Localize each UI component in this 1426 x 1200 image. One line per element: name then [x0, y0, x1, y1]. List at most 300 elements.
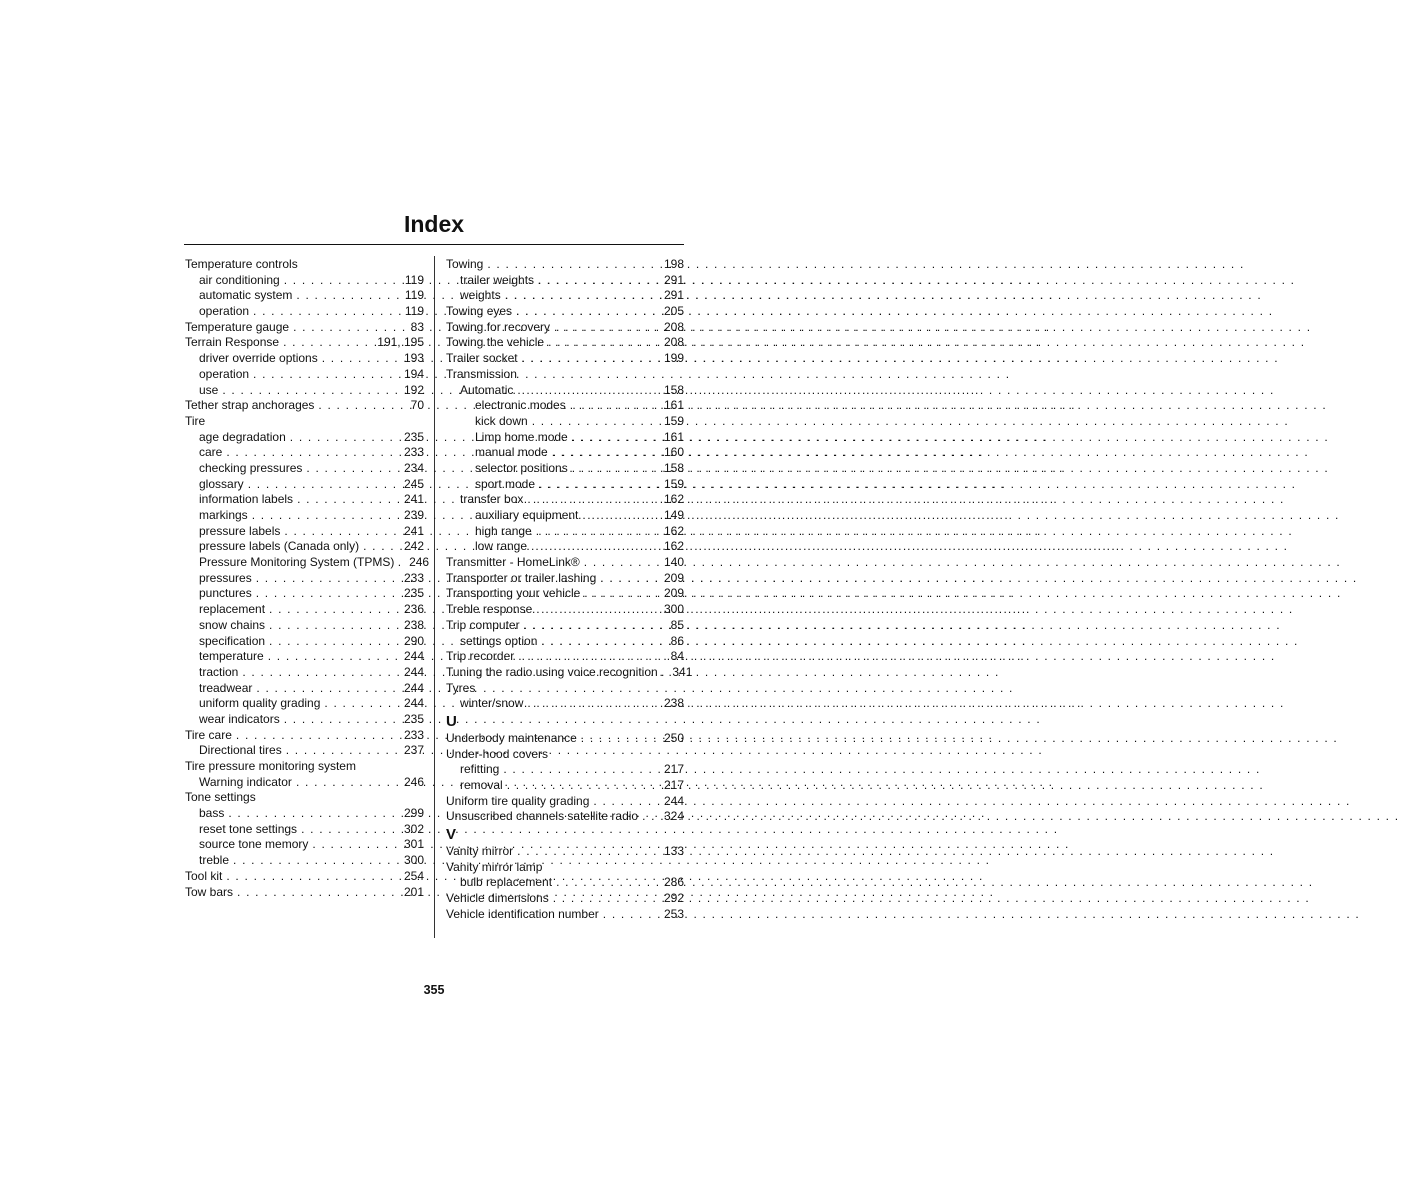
index-entry: [185, 461, 424, 477]
index-entry-page: 341: [672, 664, 693, 679]
index-entry-term: transfer box: [460, 492, 524, 507]
dot-leader: [238, 665, 404, 681]
dot-leader: [233, 885, 404, 901]
index-entry-page: 194: [403, 366, 424, 381]
index-entry-term: Trailer socket: [446, 351, 518, 366]
index-entry-page: 299: [403, 806, 424, 821]
index-entry: [446, 696, 684, 712]
index-entry: [185, 790, 424, 806]
index-entry-term: operation: [199, 304, 250, 319]
index-entry-term: specification: [199, 633, 266, 648]
dot-leader: [252, 571, 404, 587]
dot-leader: [232, 728, 404, 744]
index-entry-term: Vanity mirror lamp: [446, 859, 543, 874]
index-entry-page: 199: [663, 351, 684, 366]
index-entry: [185, 885, 424, 901]
dot-leader: [503, 778, 664, 794]
index-entry: [185, 649, 424, 665]
index-entry: [446, 778, 684, 794]
index-entry-term: refitting: [460, 762, 500, 777]
index-entry-page: 84: [670, 649, 684, 664]
index-entry: [185, 492, 424, 508]
index-entry-term: punctures: [199, 586, 252, 601]
index-entry-term: markings: [199, 508, 248, 522]
dot-leader: [523, 696, 664, 712]
dot-leader: [292, 288, 404, 304]
index-entry: [185, 775, 424, 791]
index-entry: [446, 367, 684, 383]
index-entry-term: selector positions: [475, 460, 568, 475]
index-entry: [446, 461, 684, 477]
index-entry: [185, 398, 424, 414]
index-entry-page: 193: [403, 351, 424, 366]
index-entry-page: 254: [403, 868, 424, 883]
index-entry-page: 235: [403, 711, 424, 726]
index-entry: [185, 273, 424, 289]
index-entry-page: 290: [403, 633, 424, 648]
index-entry-term: Vehicle identification number: [446, 906, 599, 921]
dot-leader: [318, 351, 404, 367]
index-entry-page: 238: [663, 696, 684, 711]
index-entry-term: Tow bars: [185, 884, 234, 899]
index-entry: [446, 335, 684, 351]
index-entry: [446, 649, 684, 665]
index-entry: [185, 602, 424, 618]
index-entry-page: 237: [403, 743, 424, 758]
index-entry-term: high range: [475, 523, 532, 538]
index-section-letter: V: [446, 826, 457, 844]
dot-leader: [638, 809, 664, 825]
dot-leader: [532, 524, 664, 540]
index-entry-term: operation: [199, 366, 250, 381]
index-entry-page: 161: [663, 398, 684, 413]
index-entry: [446, 524, 684, 540]
dot-leader: [550, 320, 664, 336]
index-entry-term: settings option: [460, 633, 538, 648]
dot-leader: [264, 649, 404, 665]
dot-leader: [265, 634, 404, 650]
index-entry: [185, 304, 424, 320]
dot-leader: [280, 712, 404, 728]
index-entry: [185, 414, 424, 430]
index-entry-term: Tether strap anchorages: [185, 398, 315, 413]
index-entry: [446, 762, 684, 778]
index-entry: [446, 907, 684, 923]
index-entry-page: 158: [663, 382, 684, 397]
index-entry: [185, 681, 424, 697]
index-entry-page: 209: [663, 570, 684, 585]
index-entry-page: 158: [663, 460, 684, 475]
dot-leader: [483, 257, 664, 273]
dot-leader: [566, 398, 664, 414]
index-entry-term: Towing: [446, 257, 484, 271]
dot-leader: [320, 696, 404, 712]
dot-leader: [292, 775, 404, 791]
dot-leader: [596, 571, 664, 587]
index-entry: [185, 539, 424, 555]
index-entry-page: 244: [403, 664, 424, 679]
index-entry-term: removal: [460, 778, 503, 792]
dot-leader: [580, 555, 664, 571]
index-entry-term: automatic system: [199, 288, 293, 303]
index-entry: [446, 618, 684, 634]
title-rule: [184, 244, 684, 245]
dot-leader: [513, 844, 664, 860]
index-entry: [185, 618, 424, 634]
index-entry-term: Transmitter - HomeLink®: [446, 555, 580, 570]
index-entry-term: Trip recorder: [446, 649, 515, 664]
dot-leader: [302, 461, 404, 477]
index-entry: [185, 335, 424, 351]
index-entry-term: Under-hood covers: [446, 746, 549, 761]
index-entry-term: pressure labels: [199, 523, 281, 538]
dot-leader: [289, 320, 411, 336]
index-entry-term: Automatic: [460, 382, 514, 397]
index-entry-page: 302: [403, 821, 424, 836]
index-entry-page: 242: [403, 539, 424, 554]
index-entry-term: Transporting your vehicle: [446, 586, 581, 601]
index-entry-term: Vanity mirror: [446, 844, 514, 859]
index-entry: [185, 728, 424, 744]
index-entry-page: 246: [409, 555, 430, 570]
index-entry-term: care: [199, 445, 223, 460]
index-entry: [446, 747, 684, 763]
dot-leader: [568, 461, 664, 477]
index-entry: [446, 273, 684, 289]
dot-leader: [218, 383, 404, 399]
index-entry-term: use: [199, 382, 219, 397]
index-entry-page: 235: [403, 429, 424, 444]
index-entry-page: 159: [663, 476, 684, 491]
index-entry-page: 244: [403, 696, 424, 711]
index-entry: [446, 445, 684, 461]
dot-leader: [279, 335, 377, 351]
index-entry-term: trailer weights: [460, 272, 535, 287]
index-entry-page: 133: [663, 844, 684, 859]
dot-leader: [518, 351, 664, 367]
dot-leader: [578, 508, 664, 524]
dot-leader: [523, 492, 664, 508]
index-entry-page: 208: [663, 319, 684, 334]
index-entry: [446, 634, 684, 650]
index-entry-page: 236: [403, 602, 424, 617]
index-entry-term: Unsuscribed channels satellite radio: [446, 809, 639, 824]
index-entry-page: 246: [403, 774, 424, 789]
dot-leader: [527, 539, 664, 555]
index-entry-page: 241: [403, 492, 424, 507]
index-entry-term: Tire: [185, 413, 206, 428]
dot-leader: [249, 304, 405, 320]
index-entry-term: Terrain Response: [185, 335, 280, 350]
index-entry: [446, 571, 684, 587]
index-entry-page: 119: [404, 272, 424, 287]
index-entry: [446, 351, 684, 367]
index-entry-page: 233: [403, 445, 424, 460]
dot-leader: [501, 288, 664, 304]
index-entry: [185, 383, 424, 399]
dot-leader: [568, 430, 664, 446]
index-entry-term: Towing for recovery: [446, 319, 551, 334]
index-entry-term: manual mode: [475, 445, 548, 460]
index-entry-page: 234: [403, 460, 424, 475]
dot-leader: [359, 539, 404, 555]
index-entry-term: treadwear: [199, 680, 253, 695]
index-entry-page: 244: [403, 680, 424, 695]
index-entry: [446, 681, 684, 697]
index-entry-page: 253: [663, 906, 684, 921]
index-entry-page: 162: [663, 539, 684, 554]
index-entry-term: Trip computer: [446, 617, 520, 632]
index-entry: [185, 586, 424, 602]
index-entry-term: age degradation: [199, 429, 286, 444]
index-entry: [185, 853, 424, 869]
dot-leader: [512, 304, 664, 320]
index-entry-term: Transmission: [446, 366, 517, 381]
index-entry: [446, 320, 684, 336]
index-entry-term: Tyres: [446, 680, 476, 695]
index-entry-page: 161: [663, 429, 684, 444]
index-entry-page: 205: [663, 304, 684, 319]
index-entry: [446, 477, 684, 493]
index-entry: [185, 571, 424, 587]
index-entry: [446, 430, 684, 446]
index-entry: [446, 794, 684, 810]
index-entry-page: 291: [663, 288, 684, 303]
dot-leader: [222, 445, 404, 461]
index-entry: [446, 383, 684, 399]
index-entry: [185, 367, 424, 383]
index-entry: [185, 430, 424, 446]
index-entry-term: traction: [199, 664, 239, 679]
index-entry-term: glossary: [199, 476, 244, 491]
index-entry-term: snow chains: [199, 617, 266, 632]
dot-leader: [528, 414, 664, 430]
index-entry: [446, 257, 684, 273]
dot-leader: [308, 837, 404, 853]
index-entry: [446, 288, 684, 304]
index-entry: [446, 731, 684, 747]
index-entry: [446, 602, 684, 618]
index-entry-term: replacement: [199, 602, 266, 617]
index-entry: [446, 664, 693, 681]
index-entry-term: Tire pressure monitoring system: [185, 759, 356, 773]
index-entry-page: 239: [403, 508, 424, 522]
index-entry-page: 241: [403, 523, 424, 538]
index-entry: [185, 743, 424, 759]
index-entry-page: 300: [663, 602, 684, 617]
index-entry-page: 291: [663, 272, 684, 287]
index-entry: [446, 508, 684, 524]
index-entry-page: 238: [403, 617, 424, 632]
index-entry-term: Treble response: [446, 602, 533, 617]
index-entry-page: 250: [663, 730, 684, 745]
dot-leader: [252, 586, 404, 602]
index-entry: [185, 665, 424, 681]
index-entry: [185, 320, 424, 336]
dot-leader: [265, 618, 404, 634]
index-entry-term: temperature: [199, 649, 264, 664]
dot-leader: [297, 822, 404, 838]
index-entry-page: 86: [670, 633, 684, 648]
dot-leader: [280, 273, 405, 289]
index-entry: [185, 288, 424, 304]
dot-leader: [589, 794, 664, 810]
index-entry-page: 162: [663, 492, 684, 507]
index-column-left: [185, 257, 430, 900]
index-entry-term: Tool kit: [185, 868, 223, 883]
index-entry: [185, 837, 424, 853]
index-entry: [446, 398, 684, 414]
index-entry: [185, 351, 424, 367]
dot-leader: [499, 762, 664, 778]
index-entry-page: 244: [403, 649, 424, 664]
index-entry-term: Vehicle dimensions: [446, 891, 549, 906]
index-entry-page: 300: [403, 853, 424, 868]
dot-leader: [577, 731, 664, 747]
dot-leader: [314, 398, 410, 414]
index-entry-page: 233: [403, 570, 424, 585]
index-entry: [185, 477, 424, 493]
index-entry: [185, 445, 424, 461]
index-entry-page: 119: [404, 304, 424, 319]
index-entry-term: Temperature controls: [185, 257, 298, 271]
index-entry-term: Tuning the radio using voice recognition .: [446, 664, 665, 679]
index-entry-page: 209: [663, 586, 684, 601]
dot-leader: [548, 445, 664, 461]
dot-leader: [532, 602, 664, 618]
index-entry-term: Transporter or trailer lashing: [446, 570, 597, 585]
index-entry: [185, 806, 424, 822]
index-entry-term: bulb replacement: [460, 875, 553, 890]
index-entry-term: weights: [460, 288, 501, 303]
index-entry-term: Temperature gauge: [185, 319, 290, 334]
index-entry-page: 85: [670, 617, 684, 632]
dot-leader: [280, 524, 404, 540]
index-entry-page: 160: [663, 445, 684, 460]
index-column-right: [446, 257, 693, 923]
index-entry: [185, 555, 430, 571]
index-entry-page: 286: [663, 875, 684, 890]
index-entry-page: 83: [410, 319, 424, 334]
index-entry: [446, 492, 684, 508]
index-entry: [185, 712, 424, 728]
index-entry: [446, 539, 684, 555]
index-entry-term: wear indicators: [199, 711, 280, 726]
index-entry-page: 217: [663, 762, 684, 777]
dot-leader: [224, 806, 404, 822]
index-entry: [185, 634, 424, 650]
index-entry: [185, 524, 424, 540]
index-entry-page: 233: [403, 727, 424, 742]
dot-leader: [248, 508, 404, 524]
index-entry: [446, 555, 684, 571]
dot-leader: [244, 477, 404, 493]
index-entry-term: electronic modes: [475, 398, 566, 413]
index-entry: [446, 844, 684, 860]
index-entry-page: 245: [403, 476, 424, 491]
dot-leader: [513, 383, 664, 399]
index-entry-term: treble: [199, 853, 230, 868]
index-entry-term: Uniform tire quality grading: [446, 793, 590, 808]
dot-leader: [222, 869, 404, 885]
index-entry-term: information labels: [199, 492, 294, 507]
index-entry-term: pressure labels (Canada only): [199, 539, 360, 554]
index-entry: [185, 869, 424, 885]
index-entry-term: winter/snow: [460, 696, 524, 711]
index-entry-term: reset tone settings: [199, 821, 298, 836]
index-entry: [446, 809, 684, 825]
page-title: Index: [403, 211, 465, 237]
index-entry-page: 217: [663, 778, 684, 792]
dot-leader: [265, 602, 404, 618]
index-entry: [185, 508, 424, 524]
index-entry: [185, 257, 424, 273]
index-entry: [185, 759, 424, 775]
dot-leader: [535, 477, 664, 493]
index-entry-page: 324: [663, 809, 684, 824]
dot-leader: [249, 367, 404, 383]
index-section-letter: U: [446, 712, 457, 730]
dot-leader: [293, 492, 404, 508]
dot-leader: [282, 743, 404, 759]
dot-leader: [552, 875, 664, 891]
index-entry-page: 235: [403, 586, 424, 601]
dot-leader: [580, 586, 664, 602]
index-entry-term: Underbody maintenance: [446, 730, 577, 745]
dot-leader: [544, 335, 664, 351]
dot-leader: [537, 634, 670, 650]
index-entry: [185, 822, 424, 838]
index-entry-page: 191, 195: [377, 335, 424, 350]
index-entry-term: pressures: [199, 570, 252, 585]
index-entry: [446, 304, 684, 320]
index-entry-term: Tone settings: [185, 790, 256, 805]
index-entry-page: 159: [663, 413, 684, 428]
index-entry-term: bass: [199, 806, 225, 821]
index-entry-page: 292: [663, 891, 684, 906]
index-entry-term: kick down: [475, 413, 528, 428]
index-entry: [446, 891, 684, 907]
index-entry-term: checking pressures: [199, 460, 303, 475]
index-entry: [185, 696, 424, 712]
index-entry-page: 70: [410, 398, 424, 413]
index-entry-term: auxiliary equipment: [475, 508, 579, 522]
index-entry-term: sport mode: [475, 476, 536, 491]
index-entry: [446, 586, 684, 602]
index-entry-page: 301: [403, 837, 424, 852]
index-entry-term: Tire care: [185, 727, 232, 742]
index-entry-term: source tone memory: [199, 837, 309, 852]
index-entry-page: 162: [663, 523, 684, 538]
page-number: 355: [423, 983, 445, 997]
index-entry-page: 140: [663, 555, 684, 570]
index-entry-term: air conditioning: [199, 272, 280, 287]
index-entry: [446, 875, 684, 891]
index-entry-term: low range: [475, 539, 528, 554]
index-entry: [446, 860, 684, 876]
index-entry-page: 192: [403, 382, 424, 397]
index-entry-page: 149: [663, 508, 684, 522]
dot-leader: [229, 853, 404, 869]
index-entry-term: Towing eyes: [446, 304, 513, 319]
index-entry-page: 201: [403, 884, 424, 899]
index-entry-page: 244: [663, 793, 684, 808]
dot-leader: [286, 430, 404, 446]
index-entry-term: Limp home mode: [475, 429, 568, 444]
index-entry-term: driver override options: [199, 351, 318, 366]
index-entry-term: Warning indicator: [199, 774, 292, 789]
index-entry-term: Directional tires: [199, 743, 282, 758]
